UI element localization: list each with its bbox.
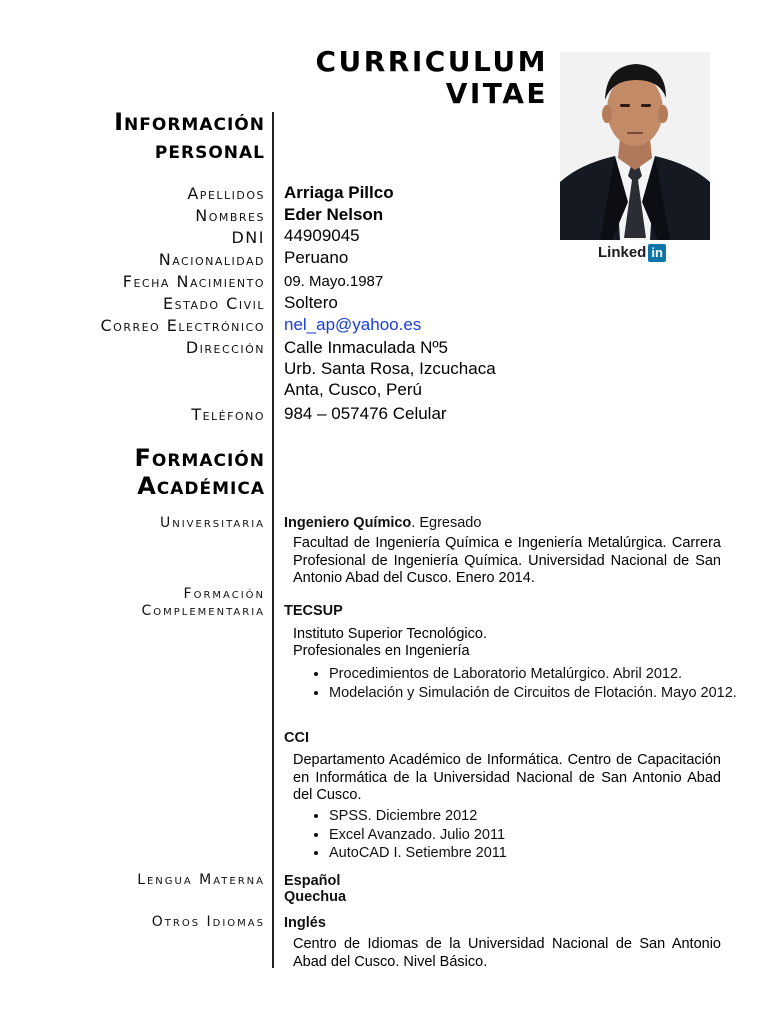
section-personal-heading-line1: Información: [114, 108, 265, 136]
profile-photo: [560, 52, 710, 240]
list-item: • Excel Avanzado. Julio 2011: [329, 827, 759, 845]
list-item: • AutoCAD I. Setiembre 2011: [329, 845, 759, 863]
value-direccion-line3: Anta, Cusco, Perú: [284, 380, 422, 399]
value-nacionalidad: Peruano: [284, 248, 349, 267]
label-direccion: Dirección: [185, 338, 265, 357]
idioma-detail: Centro de Idiomas de la Universidad Nacional de San Antonio Abad del Cusco. Nivel Básico.: [293, 936, 721, 970]
value-fecha-nacimiento: 09. Mayo.1987: [284, 273, 384, 290]
section-academic-heading-line2: Académica: [137, 472, 265, 500]
universitaria-detail: Facultad de Ingeniería Química e Ingeniería Metalúrgica. Carrera Profesional de Ingeniería Química. Universidad Nacional de San Antonio Abad del Cusco. Enero 2014.: [293, 535, 721, 586]
list-item: • Modelación y Simulación de Circuitos de Flotación. Mayo 2012.: [329, 685, 759, 703]
value-dni: 44909045: [284, 226, 360, 245]
list-item: • Procedimientos de Laboratorio Metalúrgico. Abril 2012.: [329, 666, 759, 684]
label-apellidos: Apellidos: [187, 184, 265, 203]
cv-title-line2: VITAE: [445, 77, 548, 110]
value-direccion-line1: Calle Inmaculada Nº5: [284, 338, 449, 357]
label-complementaria: Complementaria: [141, 603, 265, 619]
idioma-name: Inglés: [284, 915, 326, 931]
list-item: • SPSS. Diciembre 2012: [329, 808, 759, 826]
column-divider: [272, 112, 274, 968]
label-formacion: Formación: [183, 586, 265, 602]
lengua-line1: Español: [284, 873, 341, 889]
label-nombres: Nombres: [195, 206, 265, 225]
degree-text: Ingeniero Químico: [284, 515, 412, 531]
universitaria-title: [284, 515, 481, 532]
label-fecha-nacimiento: Fecha Nacimiento: [122, 272, 265, 291]
label-nacionalidad: Nacionalidad: [158, 250, 265, 269]
value-nombres: Eder Nelson: [284, 205, 384, 224]
lengua-line2: Quechua: [284, 889, 347, 905]
value-telefono: 984 – 057476 Celular: [284, 404, 447, 423]
section-personal-heading-line2: personal: [154, 136, 265, 164]
section-academic-heading-line1: Formación: [134, 444, 265, 472]
email-link[interactable]: nel_ap@yahoo.es: [284, 315, 422, 334]
tecsup-heading: TECSUP: [284, 603, 343, 619]
tecsup-line1: Instituto Superior Tecnológico.: [293, 626, 487, 642]
tecsup-line2: Profesionales en Ingeniería: [293, 643, 470, 659]
linkedin-badge[interactable]: [598, 244, 666, 262]
cv-title-line1: CURRICULUM: [315, 45, 548, 78]
label-lengua-materna: Lengua Materna: [137, 872, 265, 888]
value-estado-civil: Soltero: [284, 293, 338, 312]
cci-heading: CCI: [284, 730, 309, 746]
degree-status: . Egresado: [411, 515, 482, 531]
value-apellidos: Arriaga Pillco: [284, 183, 394, 202]
label-telefono: Teléfono: [191, 405, 265, 424]
label-correo: Correo Electrónico: [100, 316, 265, 335]
value-direccion-line2: Urb. Santa Rosa, Izcuchaca: [284, 359, 496, 378]
label-dni: DNI: [231, 228, 265, 247]
label-universitaria: Universitaria: [160, 515, 265, 531]
linkedin-icon: in: [648, 244, 666, 262]
label-estado-civil: Estado Civil: [162, 294, 265, 313]
label-otros-idiomas: Otros Idiomas: [151, 914, 265, 930]
linkedin-text: Linked: [598, 244, 647, 261]
tecsup-course-list: [292, 666, 759, 703]
cci-detail: Departamento Académico de Informática. Centro de Capacitación en Informática de la Universidad Nacional de San Antonio Abad del Cusco.: [293, 752, 721, 803]
cci-course-list: [292, 808, 759, 864]
